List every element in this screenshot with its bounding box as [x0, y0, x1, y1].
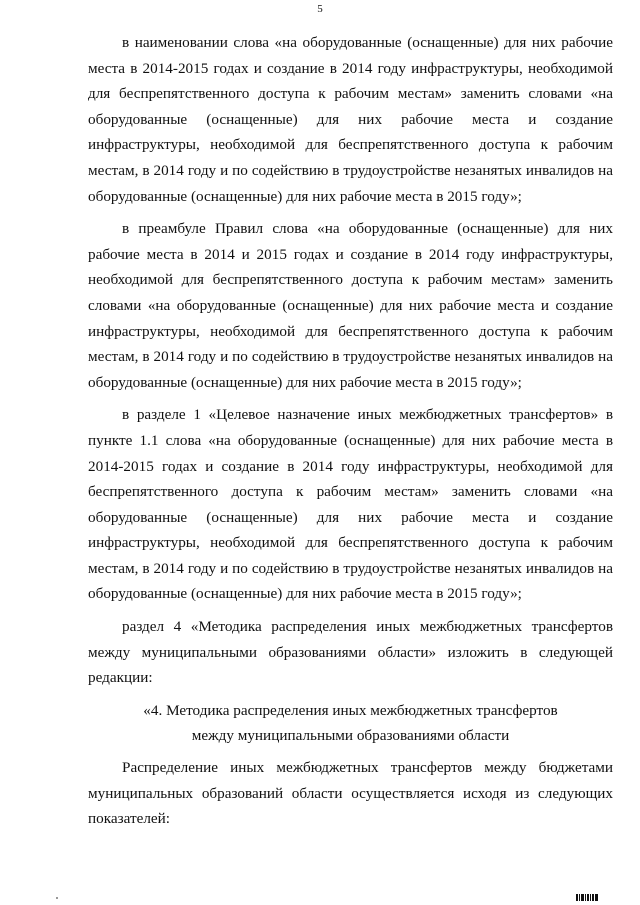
- paragraph-section4-amendment: раздел 4 «Методика распределения иных межбюджетных трансфертов между муниципальными образованиями области» изложить в следующей редакции:: [88, 618, 613, 687]
- barcode-mark-icon: [576, 894, 598, 901]
- section-heading: [88, 698, 613, 749]
- section-heading-line-2: между муниципальными образованиями области: [191, 727, 510, 745]
- paragraph-title-amendment: в наименовании слова «на оборудованные (оснащенные) для них рабочие места в 2014-2015 годах и создание в 2014 году инфраструктуры, необходимой для беспрепятственного доступа к рабочим местам» заменить словами «на оборудованные (оснащенные) для них рабочие места и создание инфраструктуры, необходимой для беспрепятственного доступа к рабочим местам, в 2014 году и по содействию в трудоустройстве незанятых инвалидов на оборудованные (оснащенные) для них рабочие места в 2015 году»;: [88, 34, 613, 205]
- scan-artifact-dot: [56, 897, 58, 899]
- document-body: [88, 30, 613, 839]
- page-number: 5: [317, 3, 323, 15]
- section-heading-line-1: «4. Методика распределения иных межбюджетных трансфертов: [143, 701, 558, 719]
- paragraph-distribution: Распределение иных межбюджетных трансфертов между бюджетами муниципальных образований области осуществляется исходя из следующих показателей:: [88, 759, 613, 828]
- paragraph-section1-amendment: в разделе 1 «Целевое назначение иных межбюджетных трансфертов» в пункте 1.1 слова «на оборудованные (оснащенные) для них рабочие места в 2014-2015 годах и создание в 2014 году инфраструктуры, необходимой для беспрепятственного доступа к рабочим местам» заменить словами «на оборудованные (оснащенные) для них рабочие места и создание инфраструктуры, необходимой для беспрепятственного доступа к рабочим местам, в 2014 году и по содействию в трудоустройстве незанятых инвалидов на оборудованные (оснащенные) для них рабочие места в 2015 году»;: [88, 406, 613, 603]
- paragraph-preamble-amendment: в преамбуле Правил слова «на оборудованные (оснащенные) для них рабочие места в 2014 и 2015 годах и создание в 2014 году инфраструктуры, необходимой для беспрепятственного доступа к рабочим местам» заменить словами «на оборудованные (оснащенные) для них рабочие места и создание инфраструктуры, необходимой для беспрепятственного доступа к рабочим местам, в 2014 году и по содействию в трудоустройстве незанятых инвалидов на оборудованные (оснащенные) для них рабочие места в 2015 году»;: [88, 220, 613, 391]
